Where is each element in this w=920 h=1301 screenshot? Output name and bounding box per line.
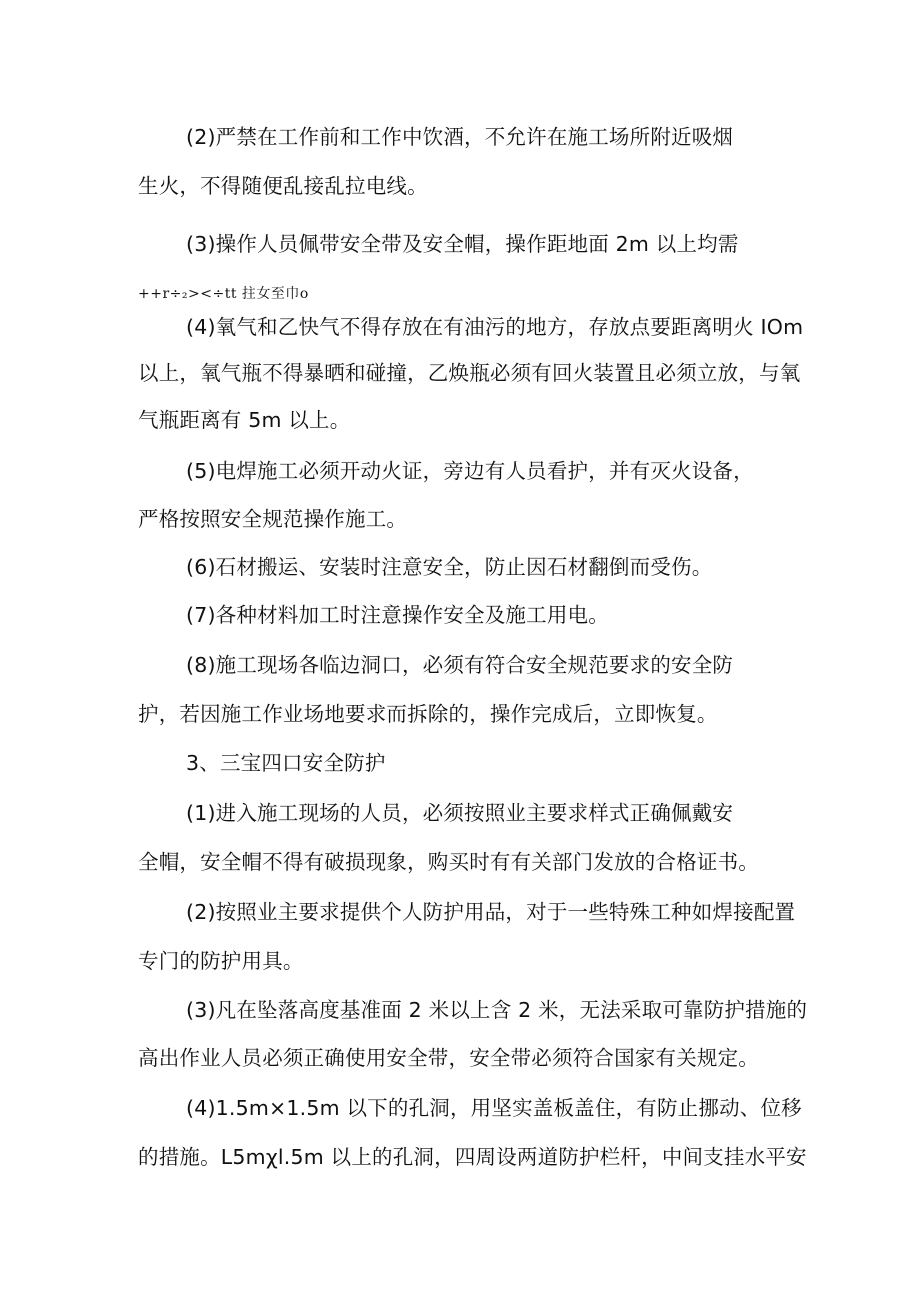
paragraph-line: 高出作业人员必须正确使用安全带，安全带必须符合国家有关规定。 (138, 1046, 759, 1070)
paragraph-line: (2)按照业主要求提供个人防护用品，对于一些特殊工种如焊接配置 (186, 900, 796, 924)
paragraph-line: 气瓶距离有 5m 以上。 (138, 408, 351, 432)
paragraph-line: (6)石材搬运、安装时注意安全，防止因石材翻倒而受伤。 (186, 555, 713, 579)
paragraph-line: (2)严禁在工作前和工作中饮酒，不允许在施工场所附近吸烟 (186, 125, 734, 149)
paragraph-line: 的措施。L5mχl.5m 以上的孔洞，四周设两道防护栏杆，中间支挂水平安 (138, 1145, 807, 1169)
garbled-text-line: ++r÷₂><÷tt 拄女至巾ο (138, 286, 309, 302)
paragraph-line: (1)进入施工现场的人员，必须按照业主要求样式正确佩戴安 (186, 801, 734, 825)
paragraph-line: (3)凡在坠落高度基准面 2 米以上含 2 米，无法采取可靠防护措施的 (186, 998, 808, 1022)
paragraph-line: (4)氧气和乙快气不得存放在有油污的地方，存放点要距离明火 IOm (186, 315, 804, 339)
paragraph-line: (5)电焊施工必须开动火证，旁边有人员看护，并有灭火设备， (186, 459, 754, 483)
paragraph-line: 以上，氧气瓶不得暴晒和碰撞，乙焕瓶必须有回火装置且必须立放，与氧 (138, 361, 801, 385)
paragraph-line: (4)1.5m×1.5m 以下的孔洞，用坚实盖板盖住，有防止挪动、位移 (186, 1096, 802, 1120)
paragraph-line: (7)各种材料加工时注意操作安全及施工用电。 (186, 603, 609, 627)
paragraph-line: 生火，不得随便乱接乱拉电线。 (138, 174, 428, 198)
section-heading: 3、三宝四口安全防护 (186, 751, 386, 775)
paragraph-line: (3)操作人员佩带安全带及安全帽，操作距地面 2m 以上均需 (186, 232, 739, 256)
paragraph-line: 全帽，安全帽不得有破损现象，购买时有有关部门发放的合格证书。 (138, 850, 759, 874)
paragraph-line: 严格按照安全规范操作施工。 (138, 507, 408, 531)
paragraph-line: 专门的防护用具。 (138, 949, 304, 973)
paragraph-line: 护，若因施工作业场地要求而拆除的，操作完成后，立即恢复。 (138, 702, 718, 726)
paragraph-line: (8)施工现场各临边洞口，必须有符合安全规范要求的安全防 (186, 653, 734, 677)
